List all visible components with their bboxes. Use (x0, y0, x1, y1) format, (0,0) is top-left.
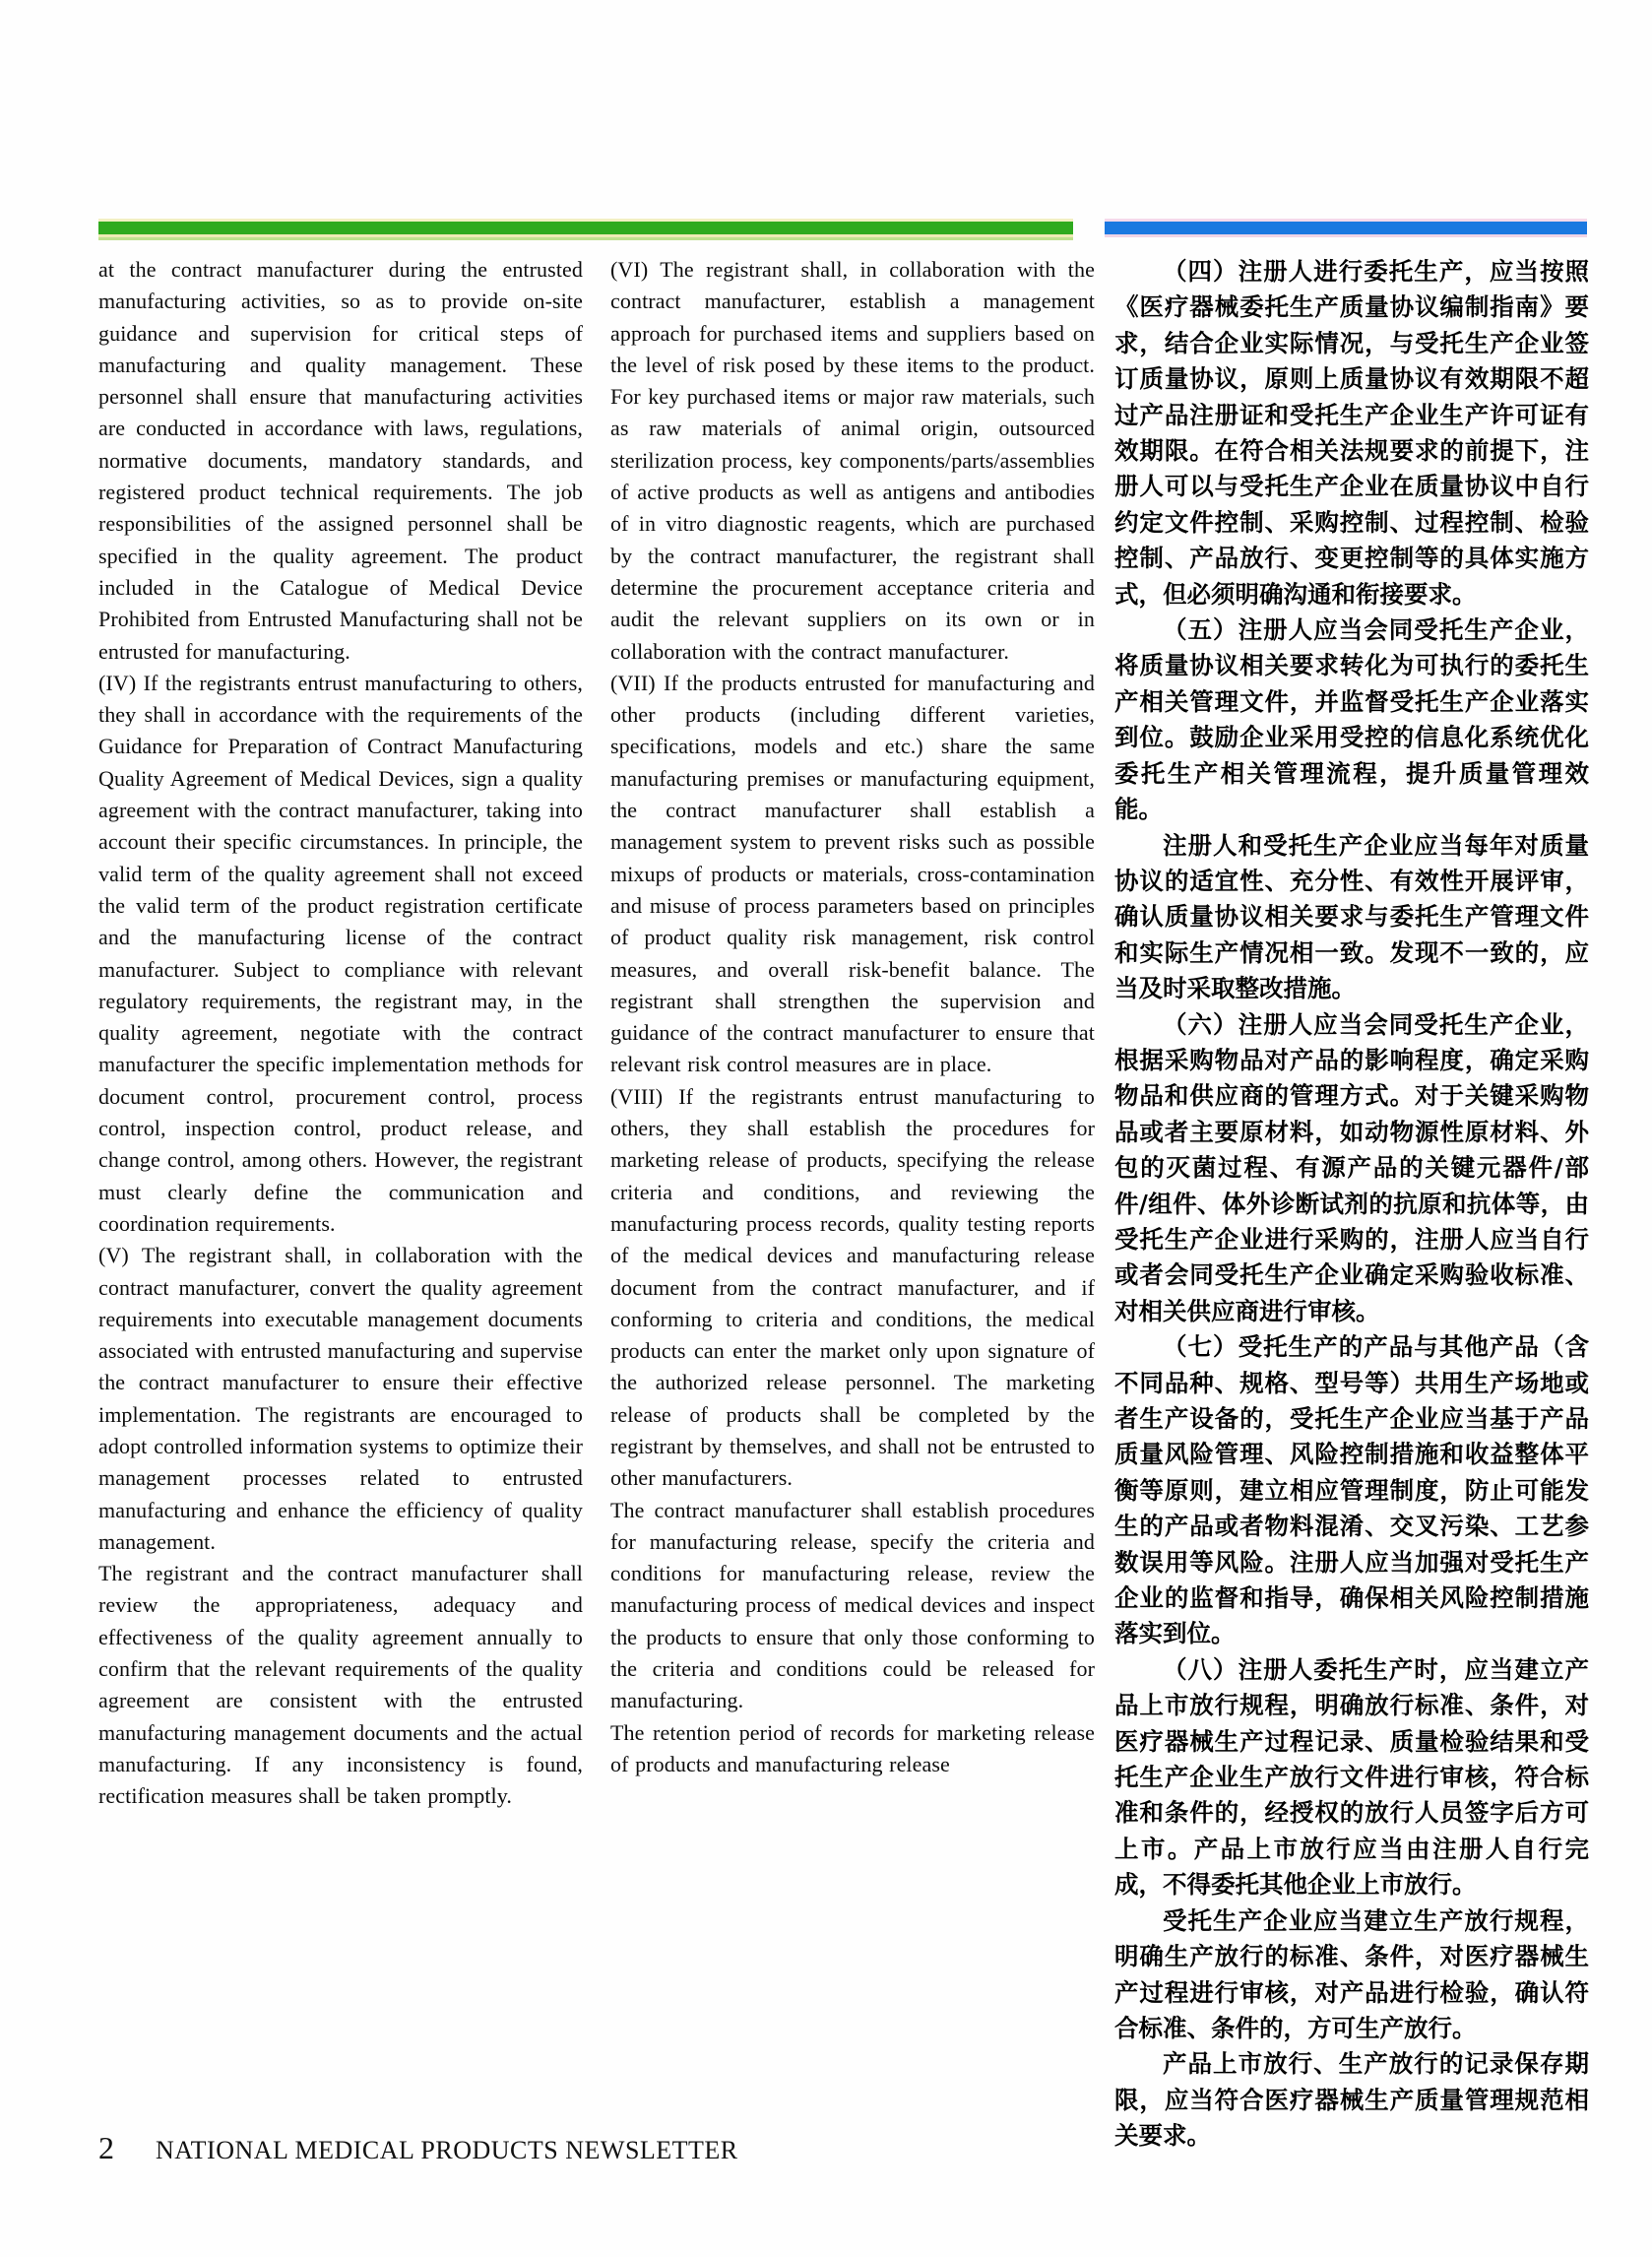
paragraph: 注册人和受托生产企业应当每年对质量协议的适宜性、充分性、有效性开展评审，确认质量协议相关要求与委托生产管理文件和实际生产情况相一致。发现不一致的，应当及时采取整改措施。 (1114, 830, 1589, 1003)
paragraph: (VII) If the products entrusted for manufacturing and other products (including different varieties, specifications, models and etc.) share the same manufacturing premises or manufacturing equipment, the contract manufacturer shall establish a management system to prevent risks such as possible mixups of products or materials, cross-contamination and misuse of process parameters based on principles of product quality risk management, risk control measures, and overall risk-benefit balance. The registrant shall strengthen the supervision and guidance of the contract manufacturer to ensure that relevant risk control measures are in place. (610, 670, 1095, 1077)
paragraph: 产品上市放行、生产放行的记录保存期限，应当符合医疗器械生产质量管理规范相关要求。 (1114, 2049, 1589, 2151)
english-column-1 (98, 254, 583, 1813)
page-number: 2 (98, 2130, 114, 2165)
chinese-column (1114, 254, 1589, 2155)
blue-accent-bar (1105, 219, 1587, 237)
paragraph: （七）受托生产的产品与其他产品（含不同品种、规格、型号等）共用生产场地或者生产设备的，受托生产企业应当基于产品质量风险管理、风险控制措施和收益整体平衡等原则，建立相应管理制度，防止可能发生的产品或者物料混淆、交叉污染、工艺参数误用等风险。注册人应当加强对受托生产企业的监督和指导，确保相关风险控制措施落实到位。 (1114, 1332, 1589, 1648)
paragraph: The retention period of records for marketing release of products and manufacturing release (610, 1719, 1095, 1776)
paragraph: （四）注册人进行委托生产，应当按照《医疗器械委托生产质量协议编制指南》要求，结合企业实际情况，与受托生产企业签订质量协议，原则上质量协议有效期限不超过产品注册证和受托生产企业生产许可证有效期限。在符合相关法规要求的前提下，注册人可以与受托生产企业在质量协议中自行约定文件控制、采购控制、过程控制、检验控制、产品放行、变更控制等的具体实施方式，但必须明确沟通和衔接要求。 (1114, 257, 1589, 609)
paragraph: （五）注册人应当会同受托生产企业，将质量协议相关要求转化为可执行的委托生产相关管理文件，并监督受托生产企业落实到位。鼓励企业采用受控的信息化系统优化委托生产相关管理流程，提升质量管理效能。 (1114, 615, 1589, 824)
paragraph: at the contract manufacturer during the entrusted manufacturing activities, so as to provide on-site guidance and supervision for critical steps of manufacturing and quality management. These personnel shall ensure that manufacturing activities are conducted in accordance with laws, regulations, normative documents, mandatory standards, and registered product technical requirements. The job responsibilities of the assigned personnel shall be specified in the quality agreement. The product included in the Catalogue of Medical Device Prohibited from Entrusted Manufacturing shall not be entrusted for manufacturing. (98, 257, 583, 664)
paragraph: 受托生产企业应当建立生产放行规程，明确生产放行的标准、条件，对医疗器械生产过程进行审核，对产品进行检验，确认符合标准、条件的，方可生产放行。 (1114, 1905, 1589, 2042)
paragraph: (VIII) If the registrants entrust manufacturing to others, they shall establish the procedures for marketing release of products, specifying the release criteria and conditions, and reviewing the manufacturing process records, quality testing reports of the medical devices and manufacturing release document from the contract manufacturer, and if conforming to criteria and conditions, the medical products can enter the market only upon signature of the authorized release personnel. The marketing release of products shall be completed by the registrant by themselves, and shall not be entrusted to other manufacturers. (610, 1083, 1095, 1491)
paragraph: The registrant and the contract manufacturer shall review the appropriateness, adequacy and effectiveness of the quality agreement annually to confirm that the relevant requirements of the quality agreement are consistent with the entrusted manufacturing management documents and the actual manufacturing. If any inconsistency is found, rectification measures shall be taken promptly. (98, 1561, 583, 1809)
paragraph: The contract manufacturer shall establish procedures for manufacturing release, specify the criteria and conditions for manufacturing release, review the manufacturing process of medical devices and inspect the products to ensure that only those conforming to the criteria and conditions could be released for manufacturing. (610, 1497, 1095, 1713)
paragraph: (VI) The registrant shall, in collaboration with the contract manufacturer, establish a management approach for purchased items and suppliers based on the level of risk posed by these items to the product. For key purchased items or major raw materials, such as raw materials of animal origin, outsourced sterilization process, key components/parts/assemblies of active products as well as antigens and antibodies of in vitro diagnostic reagents, which are purchased by the contract manufacturer, the registrant shall determine the procurement acceptance criteria and audit the relevant suppliers on its own or in collaboration with the contract manufacturer. (610, 257, 1095, 664)
newsletter-title: NATIONAL MEDICAL PRODUCTS NEWSLETTER (156, 2136, 738, 2164)
page-footer (98, 2130, 738, 2166)
paragraph: （六）注册人应当会同受托生产企业，根据采购物品对产品的影响程度，确定采购物品和供应商的管理方式。对于关键采购物品或者主要原材料，如动物源性原材料、外包的灭菌过程、有源产品的关键元器件/部件/组件、体外诊断试剂的抗原和抗体等，由受托生产企业进行采购的，注册人应当自行或者会同受托生产企业确定采购验收标准、对相关供应商进行审核。 (1114, 1009, 1589, 1325)
green-accent-bar (98, 219, 1073, 237)
english-column-2 (610, 254, 1095, 1780)
paragraph: （八）注册人委托生产时，应当建立产品上市放行规程，明确放行标准、条件，对医疗器械生产过程记录、质量检验结果和受托生产企业生产放行文件进行审核，符合标准和条件的，经授权的放行人员签字后方可上市。产品上市放行应当由注册人自行完成，不得委托其他企业上市放行。 (1114, 1654, 1589, 1900)
paragraph: (V) The registrant shall, in collaboration with the contract manufacturer, convert the quality agreement requirements into executable management documents associated with entrusted manufacturing and supervise the contract manufacturer to ensure their effective implementation. The registrants are encouraged to adopt controlled information systems to optimize their management processes related to entrusted manufacturing and enhance the efficiency of quality management. (98, 1243, 583, 1554)
paragraph: (IV) If the registrants entrust manufacturing to others, they shall in accordance with the requirements of the Guidance for Preparation of Contract Manufacturing Quality Agreement of Medical Devices, sign a quality agreement with the contract manufacturer, taking into account their specific circumstances. In principle, the valid term of the quality agreement shall not exceed the valid term of the product registration certificate and the manufacturing license of the contract manufacturer. Subject to compliance with relevant regulatory requirements, the registrant may, in the quality agreement, negotiate with the contract manufacturer the specific implementation methods for document control, procurement control, process control, inspection control, product release, and change control, among others. However, the registrant must clearly define the communication and coordination requirements. (98, 670, 583, 1236)
